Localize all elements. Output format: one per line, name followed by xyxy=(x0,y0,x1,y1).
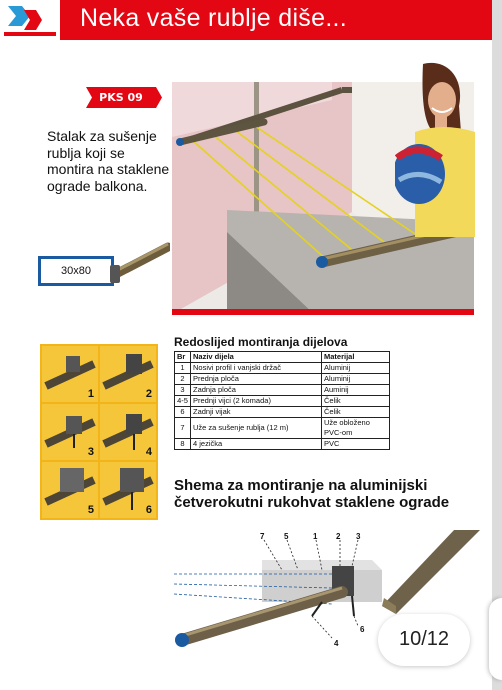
table-cell: 8 xyxy=(175,439,191,450)
table-cell: 7 xyxy=(175,418,191,439)
rod-end-illustration xyxy=(110,235,170,285)
parts-table xyxy=(174,351,390,450)
product-description: Stalak za sušenje rublja koji se montira na staklene ograde balkona. xyxy=(47,128,170,194)
table-cell: Nosivi profil i vanjski držač xyxy=(191,363,322,374)
table-cell: Čelik xyxy=(322,396,390,407)
viewer-background xyxy=(492,0,502,690)
assembly-step xyxy=(100,346,156,402)
table-cell: 6 xyxy=(175,407,191,418)
table-cell: 3 xyxy=(175,385,191,396)
schema-label: 3 xyxy=(356,532,361,541)
table-cell: 1 xyxy=(175,363,191,374)
product-code-badge xyxy=(86,87,162,108)
assembly-steps-grid xyxy=(40,344,158,520)
size-label-box xyxy=(38,256,114,286)
step-number: 4 xyxy=(145,446,152,458)
table-cell: Auminij xyxy=(322,385,390,396)
table-cell: Aluminij xyxy=(322,363,390,374)
assembly-step xyxy=(42,346,98,402)
step-number: 6 xyxy=(145,504,152,516)
schema-label: 2 xyxy=(336,532,341,541)
column-header: Br xyxy=(175,352,191,363)
table-row xyxy=(175,374,390,385)
schema-label: 5 xyxy=(284,532,289,541)
table-row xyxy=(175,418,390,439)
brand-logo xyxy=(0,0,60,40)
woman-with-laundry-illustration xyxy=(395,62,475,237)
table-cell: Zadnji vijak xyxy=(191,407,322,418)
table-cell: 4-5 xyxy=(175,396,191,407)
schema-title: Shema za montiranje na aluminijski četverokutni rukohvat staklene ograde xyxy=(174,477,450,511)
table-cell: Čelik xyxy=(322,407,390,418)
schema-label: 4 xyxy=(334,639,339,648)
step-number: 5 xyxy=(87,504,94,516)
schema-label: 6 xyxy=(360,625,365,634)
table-row xyxy=(175,396,390,407)
step-number: 3 xyxy=(87,446,94,458)
table-cell: PVC xyxy=(322,439,390,450)
table-row xyxy=(175,407,390,418)
table-cell: Uže za sušenje rublja (12 m) xyxy=(191,418,322,439)
assembly-step xyxy=(42,462,98,518)
assembly-step xyxy=(100,404,156,460)
schema-label: 7 xyxy=(260,532,265,541)
table-cell: 4 jezička xyxy=(191,439,322,450)
table-row xyxy=(175,439,390,450)
assembly-step xyxy=(100,462,156,518)
table-row xyxy=(175,385,390,396)
table-cell: Prednji vijci (2 komada) xyxy=(191,396,322,407)
table-cell: 2 xyxy=(175,374,191,385)
page-number-label: 10/12 xyxy=(398,628,450,650)
table-cell: Zadnja ploča xyxy=(191,385,322,396)
page-indicator xyxy=(378,614,470,666)
table-cell: Prednja ploča xyxy=(191,374,322,385)
step-number: 2 xyxy=(145,388,152,400)
size-label: 30x80 xyxy=(61,265,91,277)
column-header: Naziv dijela xyxy=(191,352,322,363)
header-bar xyxy=(0,0,492,40)
table-cell: Aluminij xyxy=(322,374,390,385)
parts-table-title: Redoslijed montiranja dijelova xyxy=(174,335,348,349)
next-page-edge[interactable] xyxy=(489,598,502,680)
table-cell: Uže obloženo PVC-om xyxy=(322,418,390,439)
product-code: PKS 09 xyxy=(99,91,143,104)
hero-accent-bar xyxy=(172,309,474,315)
table-row xyxy=(175,363,390,374)
column-header: Materijal xyxy=(322,352,390,363)
table-header-row xyxy=(175,352,390,363)
page-title: Neka vaše rublje diše... xyxy=(80,4,348,32)
schema-label: 1 xyxy=(313,532,318,541)
step-number: 1 xyxy=(87,388,94,400)
assembly-step xyxy=(42,404,98,460)
